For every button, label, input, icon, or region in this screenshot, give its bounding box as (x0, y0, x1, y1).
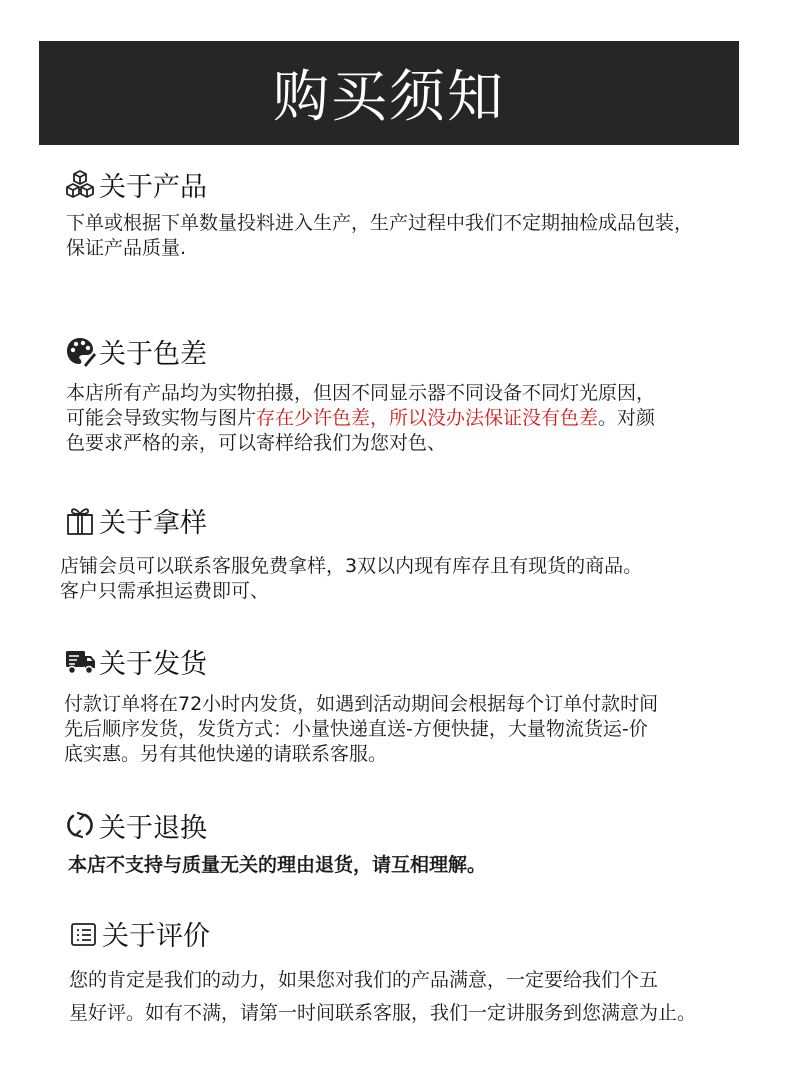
text-line: 本店不支持与质量无关的理由退货，请互相理解。 (68, 854, 487, 876)
section-title: 关于拿样 (99, 507, 207, 539)
section-text-product (66, 211, 693, 261)
section-text-color (66, 381, 655, 456)
page-banner (39, 41, 739, 145)
text-line: 保证产品质量. (66, 237, 187, 259)
text-segment: 可能会导致实物与图片 (66, 407, 257, 429)
section-heading-sample (64, 502, 207, 538)
section-text-sample (60, 554, 642, 604)
section-title: 关于产品 (99, 171, 207, 203)
text-line: 星好评。如有不满，请第一时间联系客服，我们一定讲服务到您满意为止。 (69, 1002, 697, 1024)
palette-icon (64, 335, 96, 367)
truck-icon (64, 645, 96, 677)
banner-title: 购买须知 (273, 65, 505, 130)
text-line: 下单或根据下单数量投料进入生产，生产过程中我们不定期抽检成品包装， (66, 212, 694, 234)
section-title: 关于发货 (99, 648, 207, 680)
section-text-returns (68, 853, 486, 878)
refresh-icon (64, 809, 96, 841)
text-line: 店铺会员可以联系客服免费拿样，3双以内现有库存且有现货的商品。 (60, 555, 643, 577)
section-heading-review (67, 915, 210, 951)
text-line: 客户只需承担运费即可、 (60, 580, 270, 602)
section-text-shipping (64, 692, 658, 767)
boxes-icon (64, 168, 96, 200)
section-title: 关于评价 (102, 920, 210, 952)
section-heading-product (64, 166, 207, 202)
highlight-text: 存在少许色差，所以没办法保证没有色差 (256, 407, 599, 429)
section-heading-color (64, 333, 207, 369)
text-line: 付款订单将在72小时内发货，如遇到活动期间会根据每个订单付款时间 (64, 693, 659, 715)
section-title: 关于退换 (99, 812, 207, 844)
text-line (66, 406, 655, 431)
text-line: 先后顺序发货，发货方式：小量快递直送-方便快捷，大量物流货运-价 (64, 718, 648, 740)
text-line: 您的肯定是我们的动力，如果您对我们的产品满意，一定要给我们个五 (69, 969, 659, 991)
text-line: 本店所有产品均为实物拍摄，但因不同显示器不同设备不同灯光原因， (66, 382, 656, 404)
gift-icon (64, 504, 96, 536)
list-icon (67, 917, 99, 949)
section-text-review (69, 968, 696, 1026)
text-line: 色要求严格的亲，可以寄样给我们为您对色、 (66, 432, 447, 454)
text-line: 底实惠。另有其他快递的请联系客服。 (64, 743, 388, 765)
section-heading-shipping (64, 643, 207, 679)
section-heading-returns (64, 807, 207, 843)
text-segment: 。对颜 (598, 407, 656, 429)
section-title: 关于色差 (99, 338, 207, 370)
